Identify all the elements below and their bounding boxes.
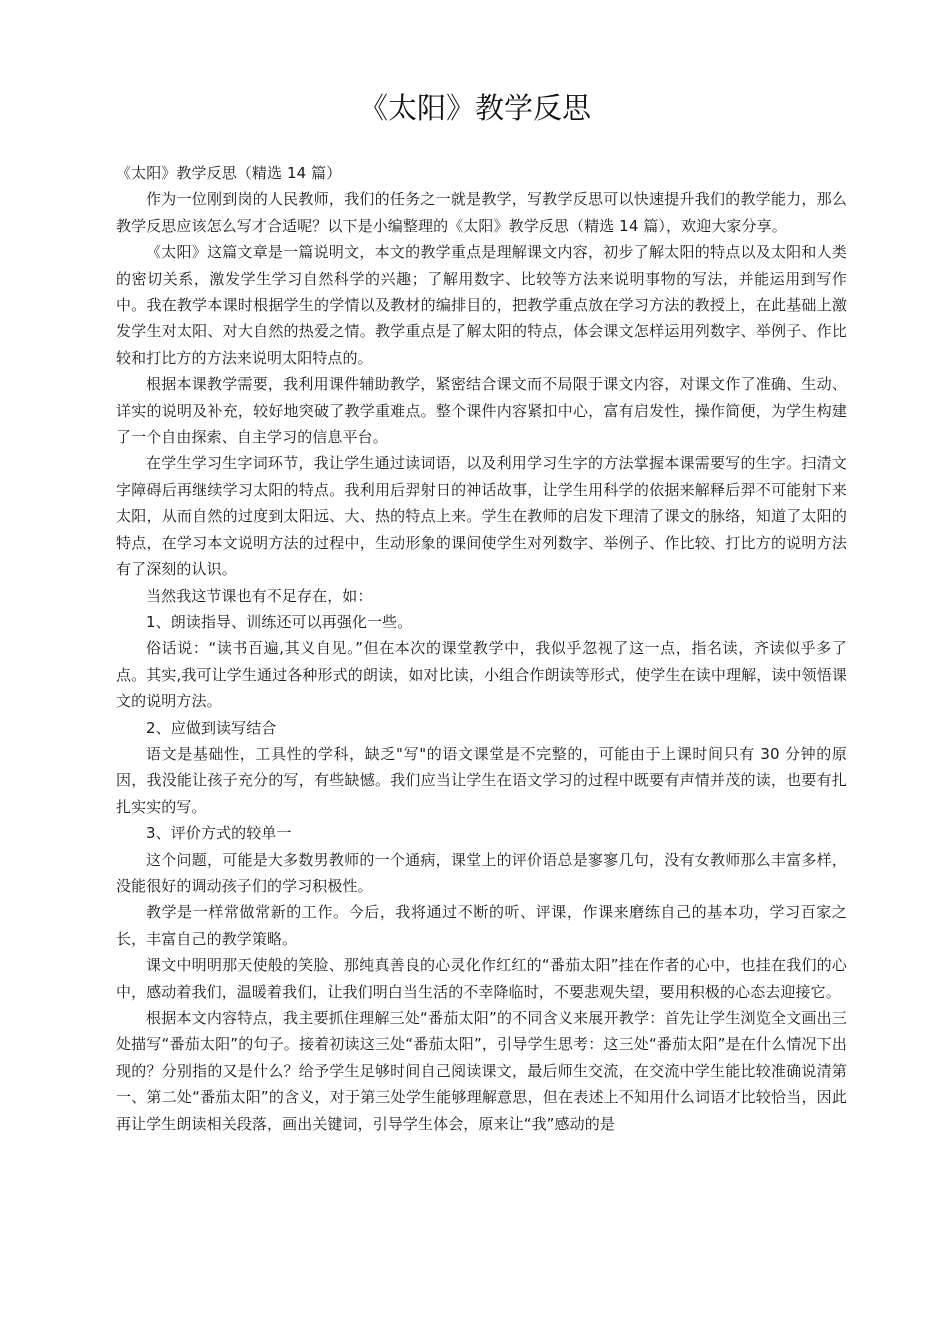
paragraph: 作为一位刚到岗的人民教师，我们的任务之一就是教学，写教学反思可以快速提升我们的教学能力，那么教学反思应该怎么写才合适呢？以下是小编整理的《太阳》教学反思（精选 14 篇），欢迎大家分享。 bbox=[116, 190, 847, 235]
document-title: 《太阳》教学反思 bbox=[358, 91, 591, 125]
paragraph: 在学生学习生字词环节，我让学生通过读词语，以及利用学习生字的方法掌握本课需要写的生字。扫清文字障碍后再继续学习太阳的特点。我利用后羿射日的神话故事，让学生用科学的依据来解释后羿不可能射下来太阳，从而自然的过度到太阳远、大、热的特点上来。学生在教师的启发下理清了课文的脉络，知道了太阳的特点，在学习本文说明方法的过程中，生动形象的课间使学生对列数字、举例子、作比较、打比方的说明方法有了深刻的认识。 bbox=[116, 454, 847, 579]
paragraph: 根据本文内容特点，我主要抓住理解三处“番茄太阳”的不同含义来展开教学：首先让学生浏览全文画出三处描写“番茄太阳”的句子。接着初读这三处“番茄太阳”，引导学生思考：这三处“番茄太阳”是在什么情况下出现的？分别指的又是什么？给予学生足够时间自己阅读课文，最后师生交流，在交流中学生能比较准确说清第一、第二处“番茄太阳”的含义，对于第三处学生能够理解意思，但在表述上不知用什么词语才比较恰当，因此再让学生朗读相关段落，画出关键词，引导学生体会，原来让“我”感动的是 bbox=[116, 1009, 847, 1133]
paragraph: 语文是基础性，工具性的学科，缺乏"写"的语文课堂是不完整的，可能由于上课时间只有 30 分钟的原因，我没能让孩子充分的写，有些缺憾。我们应当让学生在语文学习的过程中既要有声情并茂的读，也要有扎扎实实的写。 bbox=[116, 744, 847, 816]
paragraph: 当然我这节课也有不足存在，如： bbox=[146, 586, 373, 605]
document-subtitle: 《太阳》教学反思（精选 14 篇） bbox=[116, 164, 342, 182]
paragraph: 俗话说：“读书百遍,其义自见。”但在本次的课堂教学中，我似乎忽视了这一点，指名读，齐读似乎多了点。其实,我可让学生通过各种形式的朗读，如对比读，小组合作朗读等形式，使学生在读中理解，读中领悟课文的说明方法。 bbox=[116, 639, 847, 711]
list-heading: 1、朗读指导、训练还可以再强化一些。 bbox=[146, 612, 413, 631]
list-heading: 3、评价方式的较单一 bbox=[146, 824, 292, 843]
list-heading: 2、应做到读写结合 bbox=[146, 718, 277, 737]
paragraph: 这个问题，可能是大多数男教师的一个通病，课堂上的评价语总是寥寥几句，没有女教师那么丰富多样，没能很好的调动孩子们的学习积极性。 bbox=[116, 850, 847, 895]
paragraph: 根据本课教学需要，我利用课件辅助教学，紧密结合课文而不局限于课文内容，对课文作了准确、生动、详实的说明及补充，较好地突破了教学重难点。整个课件内容紧扣中心，富有启发性，操作简便，为学生构建了一个自由探索、自主学习的信息平台。 bbox=[116, 375, 847, 447]
document-body bbox=[116, 160, 847, 1137]
paragraph: 教学是一样常做常新的工作。今后，我将通过不断的听、评课，作课来磨练自己的基本功，学习百家之长，丰富自己的教学策略。 bbox=[116, 903, 847, 948]
paragraph: 课文中明明那天使般的笑脸、那纯真善良的心灵化作红红的“番茄太阳”挂在作者的心中，也挂在我们的心中，感动着我们，温暖着我们，让我们明白当生活的不幸降临时，不要悲观失望，要用积极的心态去迎接它。 bbox=[116, 956, 847, 1001]
paragraph: 《太阳》这篇文章是一篇说明文，本文的教学重点是理解课文内容，初步了解太阳的特点以及太阳和人类的密切关系，激发学生学习自然科学的兴趣；了解用数字、比较等方法来说明事物的写法，并能运用到写作中。我在教学本课时根据学生的学情以及教材的编排目的，把教学重点放在学习方法的教授上，在此基础上激发学生对太阳、对大自然的热爱之情。教学重点是了解太阳的特点，体会课文怎样运用列数字、举例子、作比较和打比方的方法来说明太阳特点的。 bbox=[116, 243, 847, 367]
